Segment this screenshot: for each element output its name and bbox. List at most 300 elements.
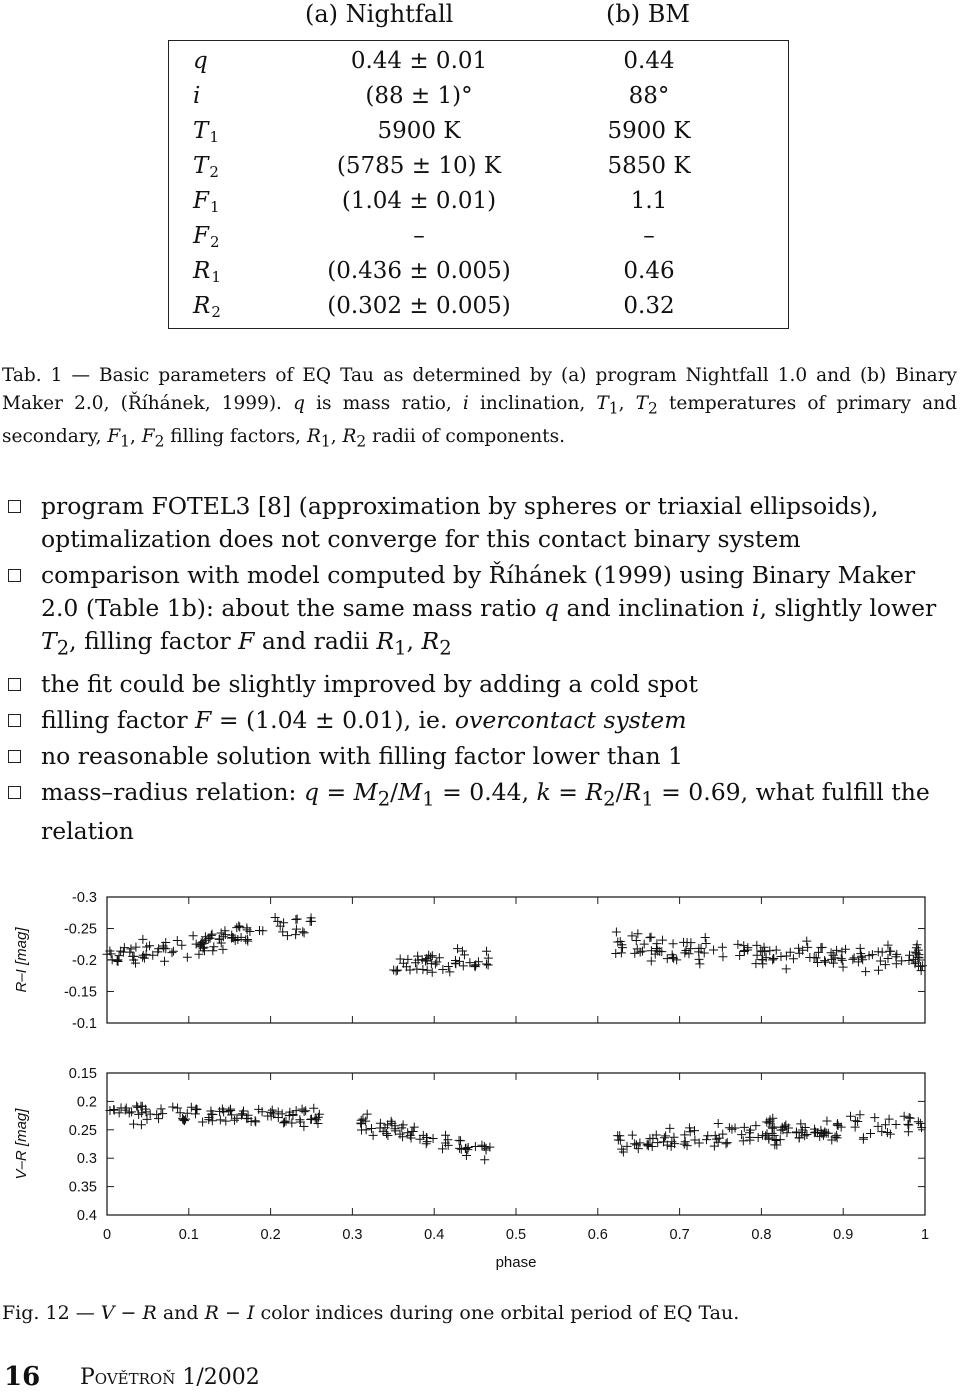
data-point [129, 1120, 138, 1129]
data-point [647, 956, 656, 965]
square-bullet-icon [8, 786, 21, 799]
y-axis-label: R–I [mag] [13, 927, 30, 993]
x-tick-label: 0.7 [669, 1227, 690, 1243]
square-bullet-icon [8, 750, 21, 763]
y-axis-label: V–R [mag] [13, 1108, 30, 1180]
emphasis: overcontact system [454, 705, 687, 734]
data-point [630, 949, 639, 958]
column-header-nightfall: (a) Nightfall [305, 0, 454, 28]
data-point [484, 954, 493, 963]
data-point [218, 945, 227, 954]
data-point [455, 1136, 464, 1145]
data-point [839, 963, 848, 972]
data-point [846, 1112, 855, 1121]
data-point [208, 946, 217, 955]
data-point [482, 960, 491, 969]
value-nightfall: 0.44 ± 0.01 [350, 48, 488, 74]
symbol-q: q [303, 777, 319, 806]
data-point [638, 947, 647, 956]
parameter-table [168, 40, 789, 329]
data-point [137, 1120, 146, 1129]
caption-sub-2: 2 [647, 399, 658, 418]
value-nightfall: (1.04 ± 0.01) [341, 188, 497, 214]
data-point [802, 937, 811, 946]
value-nightfall: (5785 ± 10) K [336, 153, 502, 179]
data-point [183, 953, 192, 962]
data-point [159, 944, 168, 953]
data-point [287, 1118, 296, 1127]
data-point [861, 967, 870, 976]
bullet-text: , filling factor [69, 627, 239, 655]
data-point [369, 1131, 378, 1140]
list-item [8, 490, 958, 556]
data-point [268, 1106, 277, 1115]
data-point [644, 1139, 653, 1148]
fig-caption-text: Fig. 12 — [2, 1302, 101, 1324]
data-point [191, 1105, 200, 1114]
x-tick-label: 0 [102, 1227, 112, 1243]
param-subscript: 2 [211, 303, 221, 321]
data-point [723, 1138, 732, 1147]
data-point [718, 952, 727, 961]
data-point [243, 937, 252, 946]
caption-f: F [107, 425, 121, 447]
data-point [695, 959, 704, 968]
data-point [709, 946, 718, 955]
param-letter: F [193, 188, 209, 214]
table-row [169, 44, 788, 79]
bullet-text: no reasonable solution with filling factor lower than 1 [41, 741, 684, 770]
data-point [680, 948, 689, 957]
x-tick-label: 0.3 [342, 1227, 363, 1243]
bullet-text: / [390, 777, 399, 806]
data-point [271, 913, 280, 922]
data-point [816, 943, 825, 952]
data-point [870, 1113, 879, 1122]
symbol-r: R [585, 777, 604, 806]
param-letter: R [193, 258, 211, 284]
data-point [154, 1114, 163, 1123]
color-index-plots [0, 875, 960, 1285]
param-subscript: 2 [209, 163, 219, 181]
data-point [113, 955, 122, 964]
page-number: 16 [4, 1362, 41, 1392]
caption-text-3: inclination, [468, 393, 597, 414]
data-point [630, 1139, 639, 1148]
data-point [837, 954, 846, 963]
subscript: 2 [56, 636, 70, 660]
data-point [273, 917, 282, 926]
data-point [198, 1117, 207, 1126]
data-point [127, 1107, 136, 1116]
caption-sub-r2: 2 [356, 432, 367, 451]
y-tick-label: -0.3 [72, 890, 97, 906]
caption-i: i [462, 393, 469, 414]
param-letter: T [193, 118, 209, 144]
data-point [905, 1113, 914, 1122]
data-point [177, 941, 186, 950]
param-subscript: 1 [209, 128, 219, 146]
data-point [414, 956, 423, 965]
data-point [167, 948, 176, 957]
y-tick-label: -0.2 [72, 953, 97, 969]
value-nightfall: (0.436 ± 0.005) [327, 258, 511, 284]
bullet-text: program FOTEL3 [8] (approximation by spheres or triaxial ellipsoids), optimalization does not converge for this contact binary system [41, 492, 879, 553]
data-point [701, 933, 710, 942]
data-point [822, 1116, 831, 1125]
data-point [820, 956, 829, 965]
data-point [812, 953, 821, 962]
caption-text-5: temperatures of primary and secondary, [2, 393, 957, 447]
data-point [802, 1130, 811, 1139]
table-row [169, 114, 788, 149]
data-point [617, 948, 626, 957]
data-point [152, 1110, 161, 1119]
caption-r-b: R [342, 425, 357, 447]
x-tick-label: 0.6 [587, 1227, 608, 1243]
caption-sub-1: 1 [608, 399, 619, 418]
data-point [647, 933, 656, 942]
data-point [279, 1118, 288, 1127]
data-point [661, 1131, 670, 1140]
plot-frame [107, 1073, 925, 1215]
data-point [714, 1119, 723, 1128]
data-point [627, 931, 636, 940]
param-letter: F [193, 223, 209, 249]
data-point [718, 943, 727, 952]
data-point [855, 1110, 864, 1119]
data-point [460, 950, 469, 959]
table-row [169, 149, 788, 184]
data-point [168, 1103, 177, 1112]
param-symbol [193, 289, 253, 330]
data-point [362, 1125, 371, 1134]
column-header-bm: (b) BM [606, 0, 690, 28]
data-point [160, 957, 169, 966]
data-point [853, 1117, 862, 1126]
caption-t-b: T [635, 393, 648, 414]
data-point [295, 1115, 304, 1124]
subscript: 1 [422, 787, 435, 811]
data-point [462, 1151, 471, 1160]
symbol-i: I [246, 1302, 255, 1324]
caption-text-6: filling factors, [164, 425, 307, 447]
caption-comma-f: , [129, 425, 142, 447]
data-point [482, 947, 491, 956]
data-point [219, 932, 228, 941]
y-tick-label: 0.3 [76, 1151, 97, 1168]
data-point [292, 925, 301, 934]
data-point [772, 1136, 781, 1145]
data-point [131, 943, 140, 952]
data-point [669, 939, 678, 948]
table-row [169, 219, 788, 254]
journal-name: Povětroň 1/2002 [80, 1365, 260, 1390]
data-point [615, 1131, 624, 1140]
x-tick-label: 0.9 [833, 1227, 854, 1243]
symbol-m: M [353, 777, 378, 806]
symbol-i: i [751, 594, 760, 622]
data-point [392, 966, 401, 975]
data-point [215, 934, 224, 943]
square-bullet-icon [8, 569, 21, 582]
fig-caption-text: color indices during one orbital period of EQ Tau. [254, 1302, 740, 1324]
param-letter: R [193, 293, 211, 319]
data-point [280, 1118, 289, 1127]
value-nightfall: – [413, 223, 425, 249]
table-row [169, 184, 788, 219]
data-point [772, 946, 781, 955]
x-tick-label: 0.8 [751, 1227, 772, 1243]
caption-sub-f1: 1 [120, 432, 130, 451]
table-caption [2, 362, 957, 455]
data-point [653, 1138, 662, 1147]
data-point [760, 947, 769, 956]
data-point [217, 928, 226, 937]
data-point [856, 944, 865, 953]
data-point [300, 1107, 309, 1116]
x-tick-label: 0.2 [260, 1227, 281, 1243]
symbol-f: F [195, 705, 212, 734]
caption-text: Tab. 1 — Basic parameters of EQ Tau as determined by (a) program Nightfall 1.0 and (b) Binary Maker 2.0, (Říhánek, 1999). [2, 365, 957, 414]
data-point [187, 1103, 196, 1112]
bullet-text: mass–radius relation: [41, 777, 304, 806]
plot-frame [107, 897, 925, 1023]
data-point [669, 1133, 678, 1142]
data-point [383, 1131, 392, 1140]
square-bullet-icon [8, 500, 21, 513]
y-tick-label: 0.25 [68, 1122, 97, 1139]
bullet-text: and inclination [559, 594, 752, 622]
value-bm: 5900 K [607, 118, 691, 144]
data-point [722, 1139, 731, 1148]
caption-text-4: , [618, 393, 636, 414]
data-point [428, 968, 437, 977]
data-point [306, 1115, 315, 1124]
data-point [435, 953, 444, 962]
x-tick-label: 0.5 [505, 1227, 527, 1243]
data-point [874, 1122, 883, 1131]
data-point [412, 965, 421, 974]
symbol-r: R [204, 1302, 219, 1324]
table-row [169, 254, 788, 289]
data-point [751, 959, 760, 968]
value-bm: 0.32 [623, 293, 675, 319]
bullet-text: , [406, 627, 422, 655]
data-point [725, 1123, 734, 1132]
data-point [445, 967, 454, 976]
caption-f-b: F [141, 425, 155, 447]
data-point [916, 1119, 925, 1128]
data-point [367, 1124, 376, 1133]
bullet-text: , slightly lower [759, 594, 937, 622]
bullet-text: = (1.04 ± 0.01), ie. [211, 705, 455, 734]
value-nightfall: (88 ± 1)° [365, 83, 473, 109]
x-tick-label: 0.4 [424, 1227, 445, 1243]
caption-text-2: is mass ratio, [304, 393, 463, 414]
data-point [640, 940, 649, 949]
data-point [739, 941, 748, 950]
bullet-text: = 0.44, [434, 777, 537, 806]
data-point [234, 922, 243, 931]
param-subscript: 1 [211, 268, 221, 286]
data-point [169, 947, 178, 956]
data-point [702, 939, 711, 948]
data-point [838, 956, 847, 965]
caption-t: T [596, 393, 609, 414]
data-point [695, 955, 704, 964]
list-item [8, 740, 958, 773]
data-point [403, 955, 412, 964]
data-point [634, 1144, 643, 1153]
data-point [776, 952, 785, 961]
caption-comma-r: , [330, 425, 343, 447]
data-point [189, 931, 198, 940]
square-bullet-icon [8, 714, 21, 727]
data-point [423, 966, 432, 975]
param-letter: T [193, 153, 209, 179]
data-point [900, 1112, 909, 1121]
data-point [158, 1109, 167, 1118]
caption-q: q [293, 393, 305, 414]
bullet-text: = 0.69, what fulfill the relation [41, 777, 930, 846]
param-symbol [193, 44, 253, 79]
figure-caption [2, 1302, 739, 1324]
subscript: 2 [603, 787, 616, 811]
x-tick-label: 1 [920, 1227, 930, 1243]
data-point [829, 959, 838, 968]
data-point [291, 915, 300, 924]
bullet-text: / [615, 777, 624, 806]
fig-caption-text: and [156, 1302, 205, 1324]
y-tick-label: 0.15 [68, 1066, 97, 1082]
value-bm: – [643, 223, 655, 249]
symbol-r: R [623, 777, 642, 806]
subscript: 2 [439, 636, 452, 660]
data-point [703, 1131, 712, 1140]
value-nightfall: 5900 K [377, 118, 461, 144]
fig-caption-minus: − [114, 1302, 143, 1324]
value-bm: 1.1 [630, 188, 668, 214]
data-point [192, 1105, 201, 1114]
y-tick-label: 0.4 [76, 1208, 97, 1224]
data-point [611, 949, 620, 958]
square-bullet-icon [8, 678, 21, 691]
param-subscript: 1 [209, 198, 220, 216]
data-point [612, 927, 621, 936]
bullet-text: comparison with model computed by Říhánek (1999) using Binary Maker 2.0 (Table 1b): about the same mass ratio [41, 561, 916, 622]
y-tick-label: 0.2 [76, 1094, 97, 1111]
data-point [628, 1131, 637, 1140]
table-row [169, 289, 788, 324]
caption-text-7: radii of components. [366, 425, 565, 447]
subscript: 1 [394, 636, 407, 660]
value-bm: 88° [628, 83, 670, 109]
data-point [768, 955, 777, 964]
param-symbol [193, 79, 253, 114]
caption-r: R [306, 425, 321, 447]
caption-sub-r1: 1 [320, 432, 331, 451]
data-point [859, 1135, 868, 1144]
data-point [754, 1133, 763, 1142]
data-point [363, 1110, 372, 1119]
y-tick-label: -0.15 [63, 984, 97, 1001]
data-point [209, 942, 218, 951]
data-point [480, 1155, 489, 1164]
data-point [904, 1127, 913, 1136]
data-point [157, 1104, 166, 1113]
data-point [752, 941, 761, 950]
symbol-f: F [238, 627, 255, 655]
subscript: 1 [641, 787, 654, 811]
data-point [432, 957, 441, 966]
data-point [138, 935, 147, 944]
symbol-q: q [544, 594, 560, 622]
data-point [113, 956, 122, 965]
data-point [794, 944, 803, 953]
data-point [770, 1131, 779, 1140]
data-point [874, 966, 883, 975]
data-point [833, 1133, 842, 1142]
data-point [241, 935, 250, 944]
table-row [169, 79, 788, 114]
symbol-r: R [142, 1302, 157, 1324]
data-point [300, 928, 309, 937]
data-point [665, 1124, 674, 1133]
data-point [648, 1142, 657, 1151]
symbol-r: R [421, 627, 440, 655]
data-point [645, 933, 654, 942]
data-point [633, 929, 642, 938]
caption-sub-f2: 2 [154, 432, 165, 451]
bullet-text: and radii [254, 627, 377, 655]
list-item [8, 559, 958, 665]
value-bm: 0.46 [623, 258, 675, 284]
param-letter: i [193, 83, 201, 109]
data-point [681, 1137, 690, 1146]
data-point [283, 931, 292, 940]
y-tick-label: -0.25 [63, 921, 97, 938]
list-item [8, 668, 958, 701]
data-point [735, 951, 744, 960]
list-item [8, 776, 958, 849]
bullet-text: the fit could be slightly improved by adding a cold spot [41, 669, 698, 698]
data-point [850, 953, 859, 962]
data-point [278, 927, 287, 936]
symbol-m: M [398, 777, 423, 806]
data-point [410, 1123, 419, 1132]
data-point [851, 1123, 860, 1132]
data-point [457, 1145, 466, 1154]
data-point [221, 1117, 230, 1126]
bullet-list [8, 490, 958, 851]
data-point [216, 1115, 225, 1124]
data-point [173, 1103, 182, 1112]
y-tick-label: 0.35 [68, 1179, 97, 1196]
data-point [877, 1127, 886, 1136]
param-subscript: 2 [209, 233, 220, 251]
fig-caption-minus: − [218, 1302, 247, 1324]
data-point [632, 936, 641, 945]
data-point [891, 1120, 900, 1129]
symbol-r: R [376, 627, 395, 655]
x-tick-label: 0.1 [178, 1227, 199, 1243]
value-nightfall: (0.302 ± 0.005) [327, 293, 511, 319]
data-point [453, 944, 462, 953]
x-axis-label: phase [495, 1254, 537, 1271]
value-bm: 0.44 [623, 48, 675, 74]
data-point [441, 1131, 450, 1140]
